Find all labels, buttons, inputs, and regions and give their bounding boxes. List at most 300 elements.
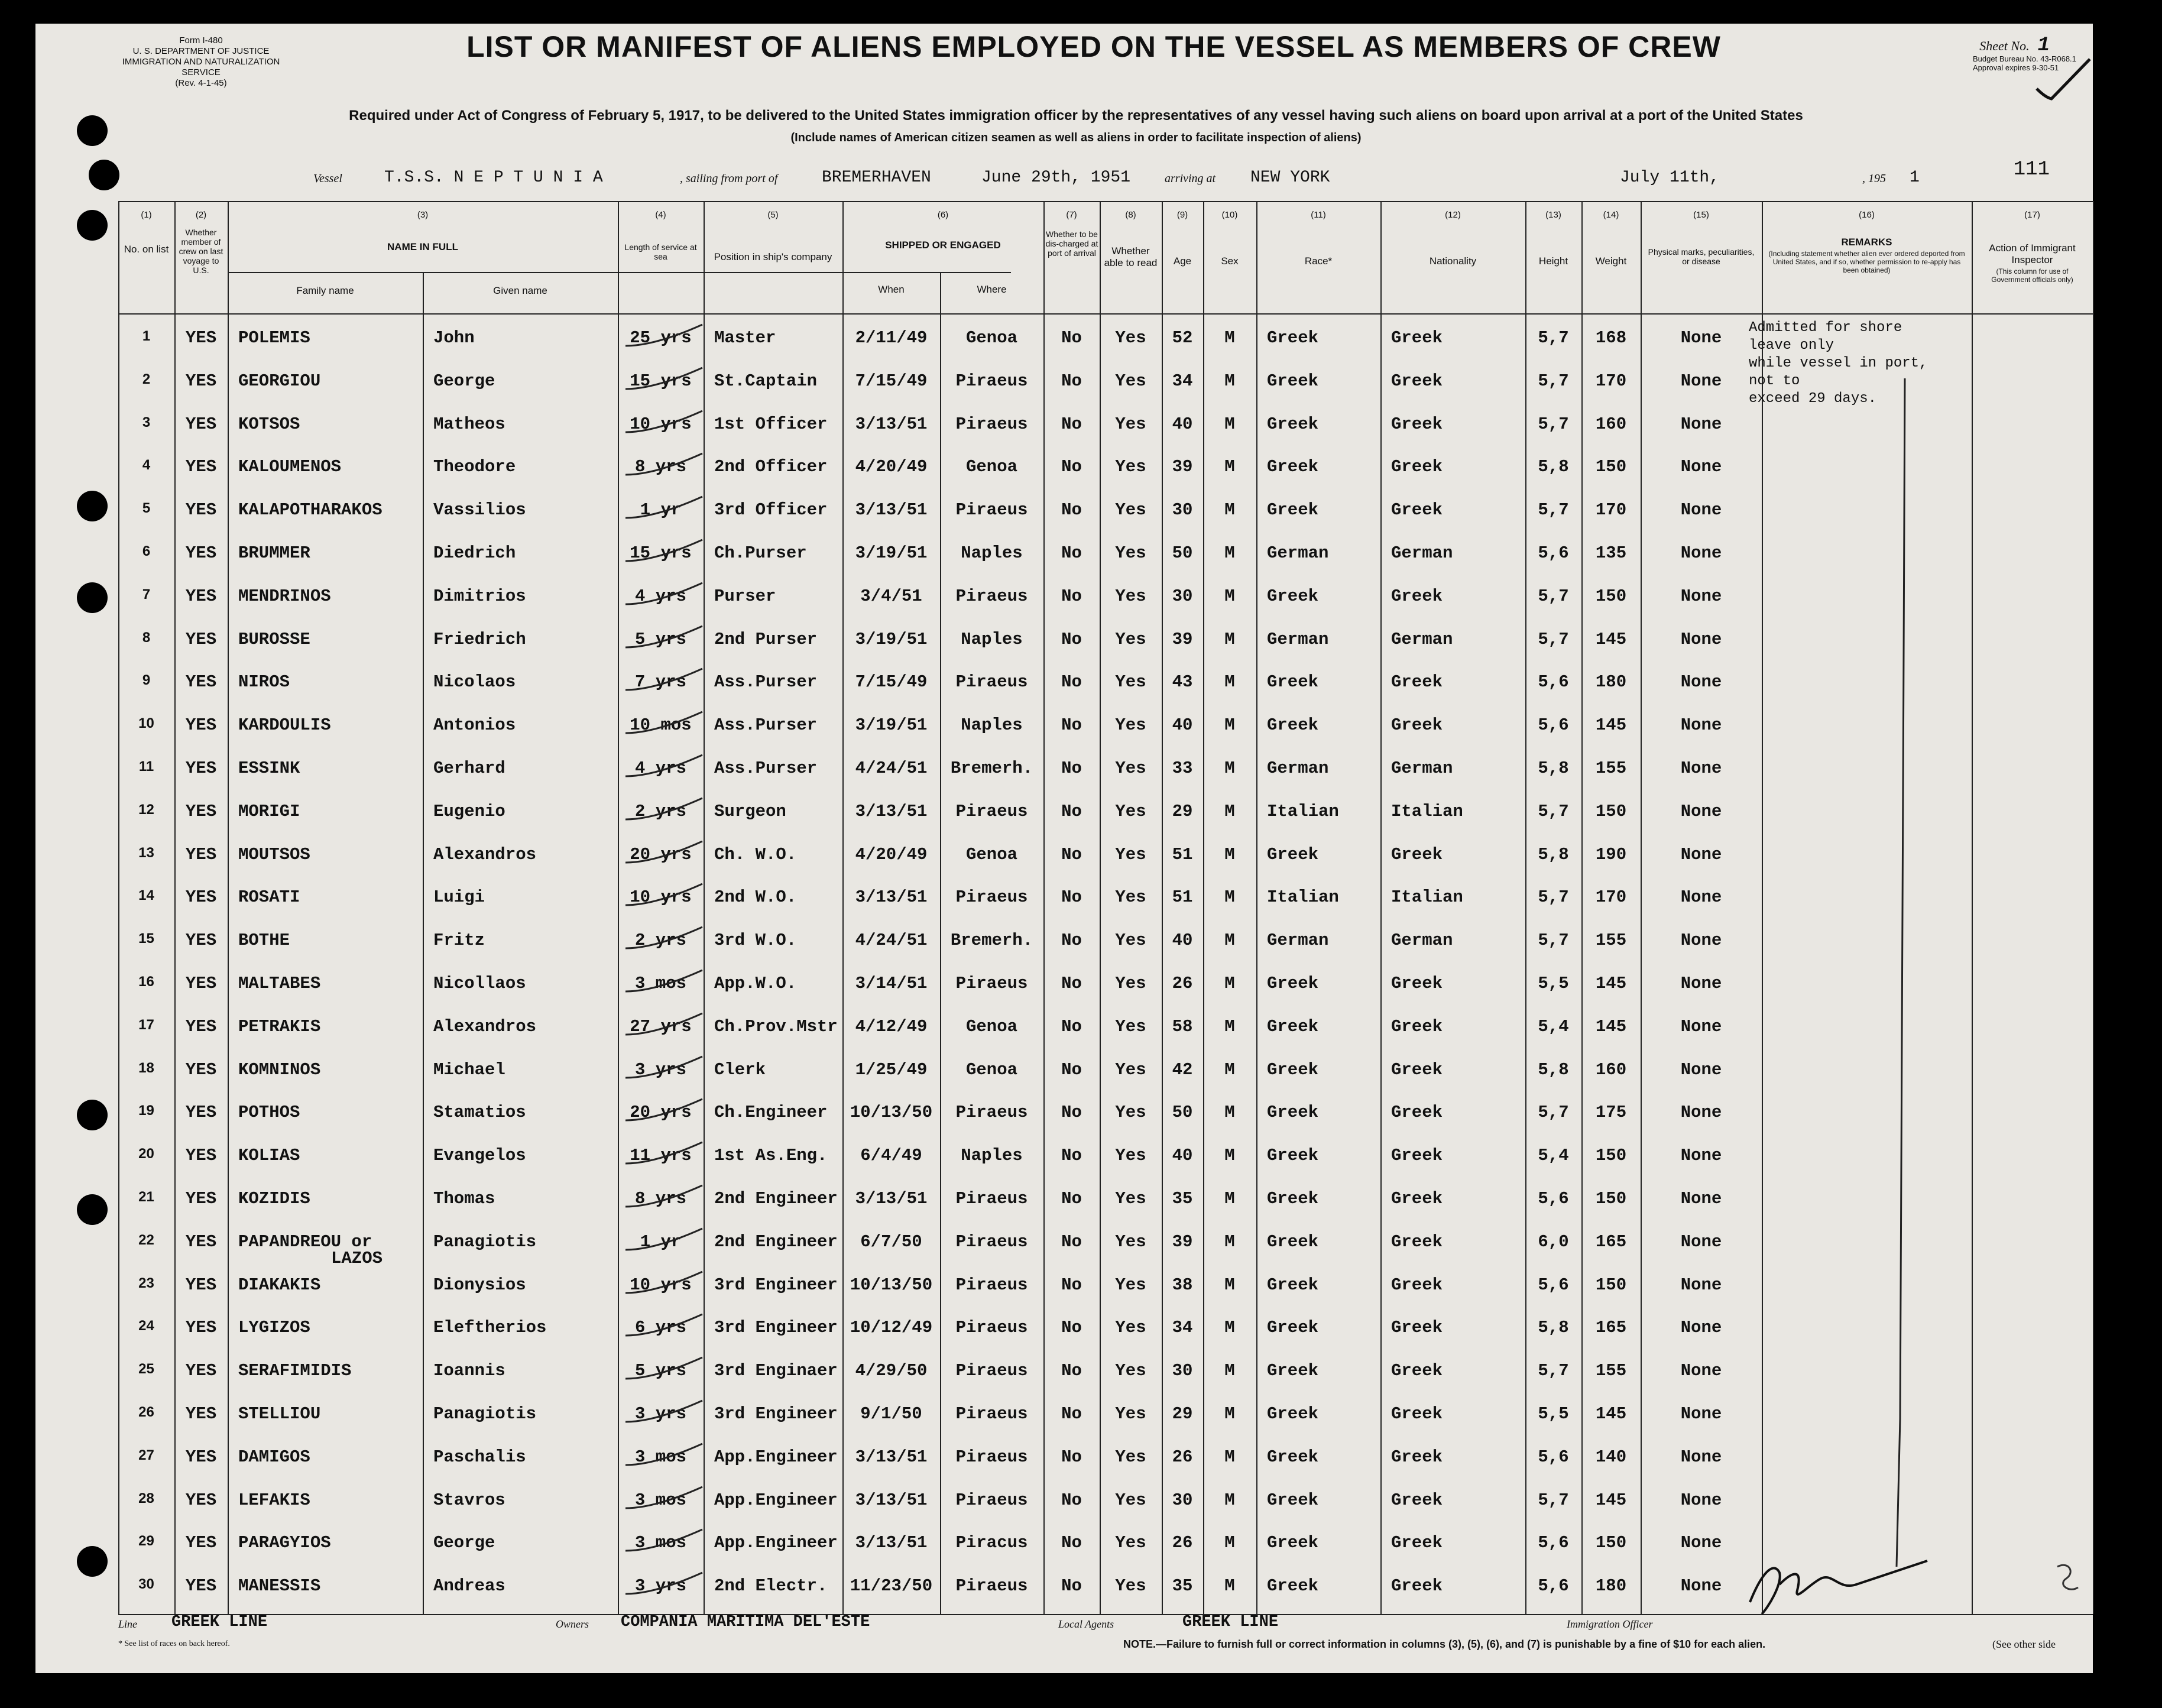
crew-service-cell: 1 yr: [640, 500, 682, 520]
crew-sex-cell: M: [1224, 1404, 1235, 1424]
header-member: Whether member of crew on last voyage to U.S.: [179, 228, 223, 275]
crew-given-cell: Panagiotis: [433, 1404, 537, 1424]
crew-read-cell: Yes: [1115, 672, 1146, 692]
crew-when-cell: 3/14/51: [855, 974, 928, 993]
races-note: * See list of races on back hereof.: [118, 1639, 230, 1648]
crew-race-cell: German: [1267, 629, 1329, 649]
crew-nat-cell: Greek: [1391, 672, 1443, 692]
crew-when-cell: 11/23/50: [850, 1576, 933, 1596]
crew-where-cell: Piraeus: [955, 801, 1028, 821]
crew-height-cell: 5,6: [1538, 1447, 1569, 1467]
crew-age-cell: 40: [1172, 931, 1193, 951]
crew-race-cell: Greek: [1267, 974, 1319, 993]
crew-read-cell: Yes: [1115, 931, 1146, 951]
crew-service-cell: 8 yrs: [634, 1189, 686, 1208]
crew-nat-cell: Italian: [1391, 887, 1463, 908]
crew-marks-cell: None: [1680, 844, 1722, 864]
vessel-label: Vessel: [313, 172, 342, 185]
crew-height-cell: 5,7: [1538, 1103, 1569, 1123]
col-number: (16): [1859, 210, 1875, 220]
crew-given-cell: Thomas: [433, 1189, 495, 1208]
revision: (Rev. 4-1-45): [175, 78, 227, 88]
crew-family-cell: POLEMIS: [238, 328, 310, 348]
crew-given-cell: Stavros: [433, 1490, 505, 1510]
crew-nat-cell: Greek: [1391, 586, 1443, 606]
crew-race-cell: Greek: [1267, 1533, 1319, 1553]
crew-family-cell: BRUMMER: [238, 543, 310, 563]
crew-marks-cell: None: [1680, 629, 1722, 649]
crew-where-cell: Naples: [961, 543, 1023, 563]
crew-sex-cell: M: [1224, 1059, 1235, 1080]
crew-where-cell: Genoa: [965, 1059, 1017, 1080]
crew-service-cell: 1 yr: [640, 1231, 682, 1252]
crew-age-cell: 30: [1172, 586, 1193, 606]
crew-weight-cell: 155: [1595, 759, 1627, 778]
crew-when-cell: 3/13/51: [855, 1447, 928, 1467]
crew-marks-cell: None: [1680, 1576, 1722, 1596]
tally-stroke: [620, 537, 708, 573]
crew-race-cell: Greek: [1267, 1146, 1319, 1166]
tally-stroke: [620, 624, 708, 659]
crew-disch-cell: No: [1061, 1361, 1082, 1381]
crew-disch-cell: No: [1061, 1103, 1082, 1123]
sail-date: June 29th, 1951: [981, 168, 1131, 187]
crew-nat-cell: Greek: [1391, 1490, 1443, 1510]
crew-member-cell: YES: [185, 371, 217, 391]
crew-age-cell: 30: [1172, 1361, 1193, 1381]
crew-nat-cell: Greek: [1391, 1275, 1443, 1295]
year-prefix: , 195: [1862, 172, 1886, 185]
crew-nat-cell: Greek: [1391, 1361, 1443, 1381]
crew-read-cell: Yes: [1115, 1146, 1146, 1166]
crew-age-cell: 35: [1172, 1576, 1193, 1596]
crew-family-cell: MENDRINOS: [238, 586, 331, 606]
crew-weight-cell: 145: [1595, 1016, 1627, 1036]
tally-stroke: [620, 709, 708, 745]
crew-age-cell: 29: [1172, 1404, 1193, 1424]
punch-hole: [77, 582, 108, 613]
crew-height-cell: 5,7: [1538, 1490, 1569, 1510]
crew-when-cell: 7/15/49: [855, 371, 928, 391]
crew-weight-cell: 150: [1595, 1275, 1627, 1295]
inspector-signature: [1738, 1549, 1939, 1620]
crew-no-cell: 7: [142, 586, 151, 602]
crew-family-cell: KALOUMENOS: [238, 457, 342, 477]
crew-service-cell: 15 yrs: [630, 543, 692, 563]
col-number: (10): [1221, 210, 1238, 220]
crew-race-cell: Greek: [1267, 500, 1319, 520]
col-number: (13): [1545, 210, 1561, 220]
header-discharged: Whether to be dis-charged at port of arrival: [1045, 229, 1098, 258]
crew-nat-cell: Greek: [1391, 328, 1443, 348]
crew-read-cell: Yes: [1115, 457, 1146, 477]
col-number: (2): [195, 210, 207, 220]
crew-position-cell: Ass.Purser: [714, 715, 818, 735]
crew-family-cell: LEFAKIS: [238, 1490, 310, 1510]
crew-sex-cell: M: [1224, 801, 1235, 821]
header-given-name: Given name: [493, 285, 547, 296]
crew-height-cell: 5,8: [1538, 759, 1569, 778]
crew-marks-cell: None: [1680, 887, 1722, 908]
crew-family-cell: MALTABES: [238, 974, 321, 993]
crew-service-cell: 20 yrs: [630, 1103, 692, 1123]
crew-weight-cell: 145: [1595, 629, 1627, 649]
crew-sex-cell: M: [1224, 1016, 1235, 1036]
crew-service-cell: 4 yrs: [634, 586, 686, 606]
crew-nat-cell: Greek: [1391, 500, 1443, 520]
crew-no-cell: 8: [142, 629, 151, 646]
crew-weight-cell: 150: [1595, 1146, 1627, 1166]
punch-hole: [77, 491, 108, 521]
col-number: (6): [937, 210, 949, 220]
crew-service-cell: 3 mos: [634, 1447, 686, 1467]
crew-given-cell: Nicollaos: [433, 974, 526, 993]
crew-height-cell: 5,4: [1538, 1146, 1569, 1166]
crew-weight-cell: 155: [1595, 931, 1627, 951]
crew-disch-cell: No: [1061, 672, 1082, 692]
crew-no-cell: 23: [138, 1275, 154, 1291]
crew-nat-cell: Greek: [1391, 1447, 1443, 1467]
sheet-value: 1: [2037, 34, 2050, 57]
crew-age-cell: 43: [1172, 672, 1193, 692]
crew-where-cell: Piraeus: [955, 1576, 1028, 1596]
tally-stroke: [620, 1441, 708, 1477]
punch-hole: [77, 210, 108, 241]
crew-where-cell: Piraeus: [955, 1275, 1028, 1295]
crew-service-cell: 3 mos: [634, 1533, 686, 1553]
tally-stroke: [620, 1226, 708, 1262]
crew-nat-cell: Greek: [1391, 1576, 1443, 1596]
crew-marks-cell: None: [1680, 1059, 1722, 1080]
crew-read-cell: Yes: [1115, 715, 1146, 735]
crew-weight-cell: 135: [1595, 543, 1627, 563]
header-position: Position in ship's company: [714, 251, 832, 262]
crew-when-cell: 10/13/50: [850, 1275, 933, 1295]
header-age: Age: [1173, 255, 1192, 267]
crew-given-cell: Diedrich: [433, 543, 516, 563]
tally-stroke: [620, 1183, 708, 1218]
column-rule: [228, 201, 229, 1614]
crew-member-cell: YES: [185, 1016, 217, 1036]
crew-read-cell: Yes: [1115, 629, 1146, 649]
crew-disch-cell: No: [1061, 1016, 1082, 1036]
crew-age-cell: 30: [1172, 500, 1193, 520]
header-physical: Physical marks, peculiarities, or disease: [1648, 247, 1755, 266]
crew-read-cell: Yes: [1115, 500, 1146, 520]
crew-position-cell: Master: [714, 328, 776, 348]
sheet-label: Sheet No.: [1979, 38, 2030, 53]
owners-value: COMPANIA MARITIMA DEL'ESTE: [621, 1613, 870, 1631]
crew-when-cell: 9/1/50: [860, 1404, 922, 1424]
crew-weight-cell: 140: [1595, 1447, 1627, 1467]
punch-hole: [77, 1100, 108, 1130]
manifest-footer: [118, 1613, 2087, 1670]
crew-where-cell: Piraeus: [955, 500, 1028, 520]
tally-stroke: [620, 1398, 708, 1434]
crew-age-cell: 33: [1172, 759, 1193, 778]
crew-weight-cell: 170: [1595, 371, 1627, 391]
crew-sex-cell: M: [1224, 629, 1235, 649]
crew-race-cell: Greek: [1267, 1447, 1319, 1467]
crew-family-cell: POTHOS: [238, 1103, 300, 1123]
crew-age-cell: 34: [1172, 1318, 1193, 1338]
crew-service-cell: 2 yrs: [634, 931, 686, 951]
crew-where-cell: Genoa: [965, 457, 1017, 477]
crew-member-cell: YES: [185, 586, 217, 606]
crew-family-cell: KOLIAS: [238, 1146, 300, 1166]
crew-nat-cell: Greek: [1391, 414, 1443, 434]
crew-service-cell: 2 yrs: [634, 801, 686, 821]
crew-disch-cell: No: [1061, 500, 1082, 520]
crew-disch-cell: No: [1061, 1231, 1082, 1252]
crew-age-cell: 58: [1172, 1016, 1193, 1036]
crew-member-cell: YES: [185, 1103, 217, 1123]
crew-service-cell: 10 mos: [630, 715, 692, 735]
crew-height-cell: 5,7: [1538, 371, 1569, 391]
form-identification: [106, 35, 296, 89]
vessel-name: T.S.S. N E P T U N I A: [384, 168, 603, 187]
crew-disch-cell: No: [1061, 1318, 1082, 1338]
col-number: (12): [1445, 210, 1461, 220]
crew-family-cell: PAPANDREOU or: [238, 1231, 372, 1252]
crew-family-cell: PARAGYIOS: [238, 1533, 331, 1553]
crew-where-cell: Piraeus: [955, 371, 1028, 391]
crew-sex-cell: M: [1224, 1533, 1235, 1553]
crew-read-cell: Yes: [1115, 1447, 1146, 1467]
crew-service-cell: 3 yrs: [634, 1404, 686, 1424]
crew-sex-cell: M: [1224, 1361, 1235, 1381]
crew-read-cell: Yes: [1115, 1318, 1146, 1338]
crew-nat-cell: Greek: [1391, 715, 1443, 735]
crew-where-cell: Piracus: [955, 1533, 1028, 1553]
crew-weight-cell: 145: [1595, 1490, 1627, 1510]
crew-race-cell: Greek: [1267, 1490, 1319, 1510]
crew-read-cell: Yes: [1115, 371, 1146, 391]
column-rule: [1972, 201, 1973, 1614]
crew-where-cell: Naples: [961, 629, 1023, 649]
crew-member-cell: YES: [185, 1490, 217, 1510]
crew-height-cell: 5,7: [1538, 500, 1569, 520]
crew-age-cell: 51: [1172, 887, 1193, 908]
crew-weight-cell: 150: [1595, 1533, 1627, 1553]
remarks-line: Admitted for shore leave only: [1749, 320, 1902, 354]
crew-sex-cell: M: [1224, 414, 1235, 434]
crew-no-cell: 27: [138, 1447, 154, 1463]
column-rule: [1581, 201, 1583, 1614]
tally-stroke: [620, 1312, 708, 1347]
crew-race-cell: Greek: [1267, 586, 1319, 606]
crew-disch-cell: No: [1061, 1275, 1082, 1295]
agents-label: Local Agents: [1058, 1618, 1114, 1630]
crew-read-cell: Yes: [1115, 759, 1146, 778]
crew-given-cell: Dionysios: [433, 1275, 526, 1295]
crew-marks-cell: None: [1680, 1016, 1722, 1036]
crew-given-cell: Evangelos: [433, 1146, 526, 1166]
crew-position-cell: 2nd Purser: [714, 629, 818, 649]
crew-sex-cell: M: [1224, 844, 1235, 864]
crew-disch-cell: No: [1061, 715, 1082, 735]
crew-no-cell: 29: [138, 1533, 154, 1550]
crew-sex-cell: M: [1224, 1146, 1235, 1166]
crew-weight-cell: 180: [1595, 1576, 1627, 1596]
crew-disch-cell: No: [1061, 1447, 1082, 1467]
crew-marks-cell: None: [1680, 759, 1722, 778]
crew-member-cell: YES: [185, 500, 217, 520]
column-rule: [1641, 201, 1642, 1614]
crew-family-cell: ESSINK: [238, 759, 300, 778]
crew-where-cell: Piraeus: [955, 887, 1028, 908]
crew-sex-cell: M: [1224, 1318, 1235, 1338]
crew-age-cell: 40: [1172, 715, 1193, 735]
crew-member-cell: YES: [185, 1533, 217, 1553]
crew-weight-cell: 170: [1595, 887, 1627, 908]
crew-nat-cell: Greek: [1391, 974, 1443, 993]
header-when: When: [878, 284, 905, 295]
crew-where-cell: Piraeus: [955, 1231, 1028, 1252]
crew-family-cell: LYGIZOS: [238, 1318, 310, 1338]
crew-nat-cell: Greek: [1391, 1404, 1443, 1424]
crew-service-cell: 10 yrs: [630, 414, 692, 434]
crew-height-cell: 5,7: [1538, 1361, 1569, 1381]
table-border: [118, 201, 2093, 202]
crew-when-cell: 4/29/50: [855, 1361, 928, 1381]
crew-sex-cell: M: [1224, 457, 1235, 477]
crew-given-cell: Friedrich: [433, 629, 526, 649]
crew-age-cell: 39: [1172, 1231, 1193, 1252]
crew-sex-cell: M: [1224, 931, 1235, 951]
crew-height-cell: 5,7: [1538, 629, 1569, 649]
crew-given-cell: Theodore: [433, 457, 516, 477]
crew-no-cell: 22: [138, 1231, 154, 1248]
crew-read-cell: Yes: [1115, 1016, 1146, 1036]
crew-member-cell: YES: [185, 672, 217, 692]
crew-weight-cell: 150: [1595, 1189, 1627, 1208]
crew-when-cell: 3/13/51: [855, 1189, 928, 1208]
check-mark-icon: [2034, 56, 2093, 103]
crew-no-cell: 13: [138, 844, 154, 861]
table-rule: [228, 272, 1011, 273]
crew-sex-cell: M: [1224, 1231, 1235, 1252]
crew-race-cell: Greek: [1267, 1275, 1319, 1295]
crew-given-cell: Eugenio: [433, 801, 505, 821]
crew-position-cell: 2nd Officer: [714, 457, 828, 477]
crew-marks-cell: None: [1680, 1404, 1722, 1424]
crew-member-cell: YES: [185, 1361, 217, 1381]
requirement-text: Required under Act of Congress of February 5, 1917, to be delivered to the United States immigration officer by the representatives of any vessel having such aliens on board upon arrival at a port of the United States: [349, 108, 1803, 124]
column-rule: [1525, 201, 1526, 1614]
tally-stroke: [620, 1097, 708, 1132]
form-number: Form I-480: [179, 35, 223, 46]
crew-family-cell: KOMNINOS: [238, 1059, 321, 1080]
crew-weight-cell: 165: [1595, 1231, 1627, 1252]
crew-member-cell: YES: [185, 974, 217, 993]
crew-read-cell: Yes: [1115, 1189, 1146, 1208]
crew-sex-cell: M: [1224, 371, 1235, 391]
crew-age-cell: 26: [1172, 1447, 1193, 1467]
crew-age-cell: 26: [1172, 974, 1193, 993]
crew-marks-cell: None: [1680, 1231, 1722, 1252]
crew-nat-cell: Greek: [1391, 1318, 1443, 1338]
crew-marks-cell: None: [1680, 1533, 1722, 1553]
crew-given-cell: Antonios: [433, 715, 516, 735]
crew-marks-cell: None: [1680, 371, 1722, 391]
column-rule: [1256, 201, 1257, 1614]
crew-given-cell: Matheos: [433, 414, 505, 434]
crew-no-cell: 15: [138, 931, 154, 947]
budget-line: Budget Bureau No. 43-R068.1: [1973, 54, 2076, 63]
crew-sex-cell: M: [1224, 1576, 1235, 1596]
crew-sex-cell: M: [1224, 672, 1235, 692]
crew-position-cell: 3rd Engineer: [714, 1318, 838, 1338]
crew-service-cell: 10 yrs: [630, 1275, 692, 1295]
crew-member-cell: YES: [185, 1189, 217, 1208]
crew-given-cell: George: [433, 371, 495, 391]
crew-family-cell: NIROS: [238, 672, 290, 692]
crew-nat-cell: Italian: [1391, 801, 1463, 821]
crew-race-cell: Greek: [1267, 1016, 1319, 1036]
header-family-name: Family name: [296, 285, 354, 296]
crew-nat-cell: Greek: [1391, 371, 1443, 391]
crew-service-cell: 27 yrs: [630, 1016, 692, 1036]
crew-given-cell: John: [433, 328, 475, 348]
crew-marks-cell: None: [1680, 672, 1722, 692]
crew-no-cell: 11: [138, 759, 154, 774]
crew-age-cell: 50: [1172, 1103, 1193, 1123]
remarks-line: exceed 29 days.: [1749, 391, 1877, 407]
crew-service-cell: 4 yrs: [634, 759, 686, 778]
crew-age-cell: 50: [1172, 543, 1193, 563]
crew-service-cell: 3 mos: [634, 974, 686, 993]
crew-service-cell: 10 yrs: [630, 887, 692, 908]
crew-nat-cell: German: [1391, 629, 1453, 649]
crew-where-cell: Piraeus: [955, 974, 1028, 993]
crew-no-cell: 4: [142, 457, 151, 474]
tally-stroke: [620, 796, 708, 831]
crew-member-cell: YES: [185, 629, 217, 649]
col-number: (9): [1176, 210, 1188, 220]
crew-when-cell: 10/13/50: [850, 1103, 933, 1123]
tally-stroke: [620, 1269, 708, 1305]
col-number: (17): [2024, 210, 2040, 220]
crew-age-cell: 38: [1172, 1275, 1193, 1295]
crew-disch-cell: No: [1061, 414, 1082, 434]
crew-when-cell: 3/4/51: [860, 586, 922, 606]
crew-sex-cell: M: [1224, 586, 1235, 606]
crew-marks-cell: None: [1680, 1361, 1722, 1381]
crew-no-cell: 14: [138, 887, 154, 904]
to-port: NEW YORK: [1250, 168, 1330, 187]
crew-when-cell: 3/13/51: [855, 1533, 928, 1553]
crew-position-cell: 3rd Engineer: [714, 1404, 838, 1424]
crew-marks-cell: None: [1680, 1146, 1722, 1166]
crew-marks-cell: None: [1680, 586, 1722, 606]
crew-height-cell: 5,7: [1538, 801, 1569, 821]
column-rule: [1203, 201, 1204, 1614]
crew-when-cell: 2/11/49: [855, 328, 928, 348]
crew-no-cell: 1: [142, 328, 151, 344]
line-value: GREEK LINE: [171, 1613, 268, 1631]
crew-disch-cell: No: [1061, 1490, 1082, 1510]
col-number: (7): [1066, 210, 1077, 220]
col-number: (14): [1603, 210, 1619, 220]
crew-where-cell: Naples: [961, 715, 1023, 735]
crew-service-cell: 20 yrs: [630, 844, 692, 864]
crew-service-cell: 15 yrs: [630, 371, 692, 391]
table-rule: [118, 313, 2093, 315]
crew-position-cell: 2nd W.O.: [714, 887, 797, 908]
tally-stroke: [620, 1527, 708, 1563]
crew-marks-cell: None: [1680, 1490, 1722, 1510]
